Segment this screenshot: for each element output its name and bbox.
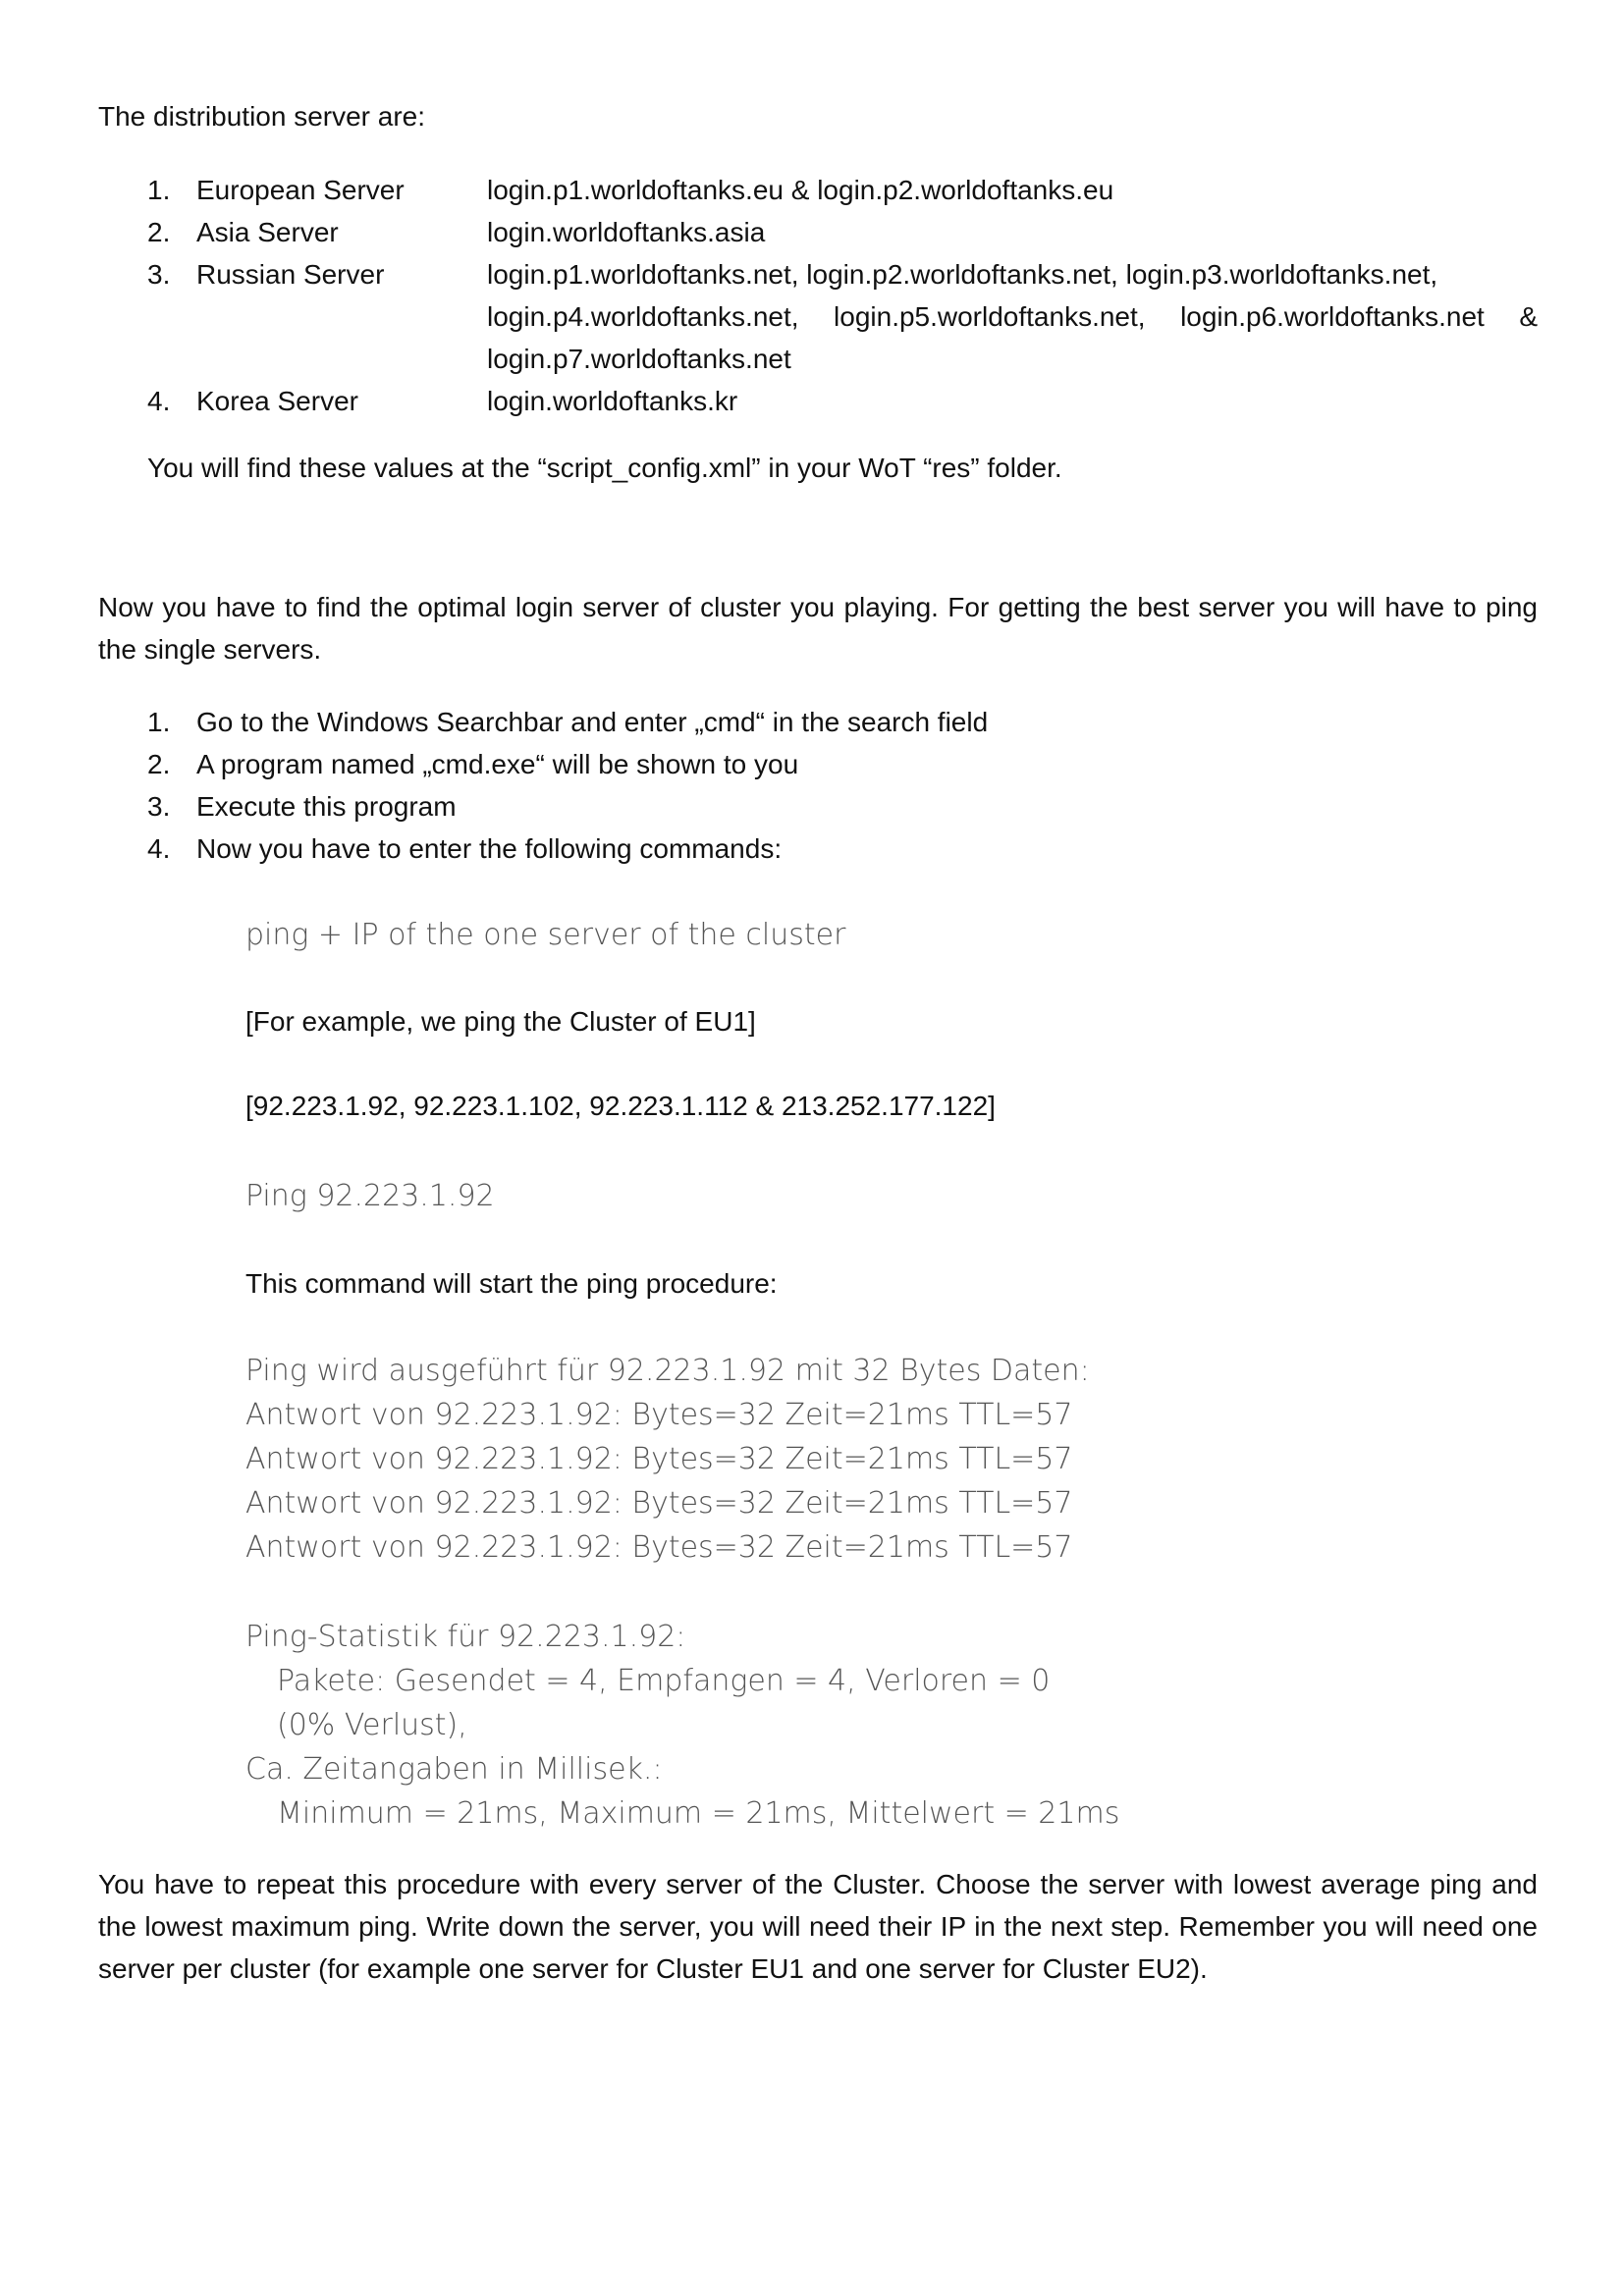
list-item (0, 785, 1624, 828)
server-list (0, 169, 1624, 422)
stats-times-header: Ca. Zeitangaben in Millisek.: (245, 1752, 663, 1787)
server-host-line: login.p7.worldoftanks.net (487, 344, 791, 374)
stats-times: Minimum = 21ms, Maximum = 21ms, Mittelwert = 21ms (277, 1796, 1120, 1831)
list-number: 4. (147, 386, 171, 416)
output-line: Ping wird ausgeführt für 92.223.1.92 mit 32 Bytes Daten: (245, 1354, 1090, 1388)
list-number: 3. (147, 791, 171, 822)
ping-statistics (245, 1615, 1522, 1836)
list-item (0, 253, 1624, 380)
intro-text: The distribution server are: (98, 101, 426, 132)
list-number: 2. (147, 749, 171, 779)
server-name: Russian Server (196, 259, 385, 290)
ping-output (245, 1349, 1522, 1570)
server-host-line: login.p4.worldoftanks.net, login.p5.worldoftanks.net, login.p6.worldoftanks.net & (487, 301, 1538, 332)
server-name: Asia Server (196, 217, 339, 247)
stats-header: Ping-Statistik für 92.223.1.92: (245, 1620, 686, 1654)
example-note: [For example, we ping the Cluster of EU1] (245, 1006, 756, 1037)
list-number: 3. (147, 259, 171, 290)
server-name: Korea Server (196, 386, 358, 416)
steps-list (0, 701, 1624, 870)
list-number: 4. (147, 833, 171, 864)
output-line: Antwort von 92.223.1.92: Bytes=32 Zeit=21ms TTL=57 (245, 1442, 1073, 1476)
list-item (0, 701, 1624, 743)
ping-command: Ping 92.223.1.92 (245, 1179, 495, 1213)
list-item (0, 380, 1624, 422)
paragraph-repeat: You have to repeat this procedure with every server of the Cluster. Choose the server with lowest average ping and the lowest maximum ping. Write down the server, you will need their IP in the next step. Remember you will need one server per cluster (for example one server for Cluster EU1 and one server for Cluster EU2). (98, 1869, 1538, 1984)
command-syntax: ping + IP of the one server of the cluster (245, 918, 846, 952)
example-ips: [92.223.1.92, 92.223.1.102, 92.223.1.112 & 213.252.177.122] (245, 1091, 996, 1121)
server-host: login.worldoftanks.asia (487, 217, 766, 247)
output-line: Antwort von 92.223.1.92: Bytes=32 Zeit=21ms TTL=57 (245, 1530, 1073, 1565)
server-name: European Server (196, 175, 405, 205)
step-text: Now you have to enter the following commands: (196, 833, 783, 864)
list-item (0, 211, 1624, 253)
step-text: A program named „cmd.exe“ will be shown to you (196, 749, 799, 779)
output-line: Antwort von 92.223.1.92: Bytes=32 Zeit=21ms TTL=57 (245, 1486, 1073, 1521)
list-item (0, 828, 1624, 870)
stats-loss: (0% Verlust), (277, 1708, 467, 1742)
output-line: Antwort von 92.223.1.92: Bytes=32 Zeit=21ms TTL=57 (245, 1398, 1073, 1432)
stats-packets: Pakete: Gesendet = 4, Empfangen = 4, Verloren = 0 (277, 1664, 1051, 1698)
procedure-note: This command will start the ping procedure: (245, 1268, 778, 1299)
paragraph-find-server: Now you have to find the optimal login server of cluster you playing. For getting the best server you will have to ping the single servers. (98, 592, 1538, 665)
config-note: You will find these values at the “script_config.xml” in your WoT “res” folder. (147, 453, 1062, 483)
server-host: login.p1.worldoftanks.eu & login.p2.worldoftanks.eu (487, 175, 1114, 205)
server-host: login.worldoftanks.kr (487, 386, 738, 416)
list-number: 1. (147, 175, 171, 205)
server-host-line: login.p1.worldoftanks.net, login.p2.worldoftanks.net, login.p3.worldoftanks.net, (487, 259, 1438, 290)
list-number: 1. (147, 707, 171, 737)
step-text: Execute this program (196, 791, 457, 822)
list-item (0, 743, 1624, 785)
step-text: Go to the Windows Searchbar and enter „cmd“ in the search field (196, 707, 989, 737)
list-number: 2. (147, 217, 171, 247)
list-item (0, 169, 1624, 211)
